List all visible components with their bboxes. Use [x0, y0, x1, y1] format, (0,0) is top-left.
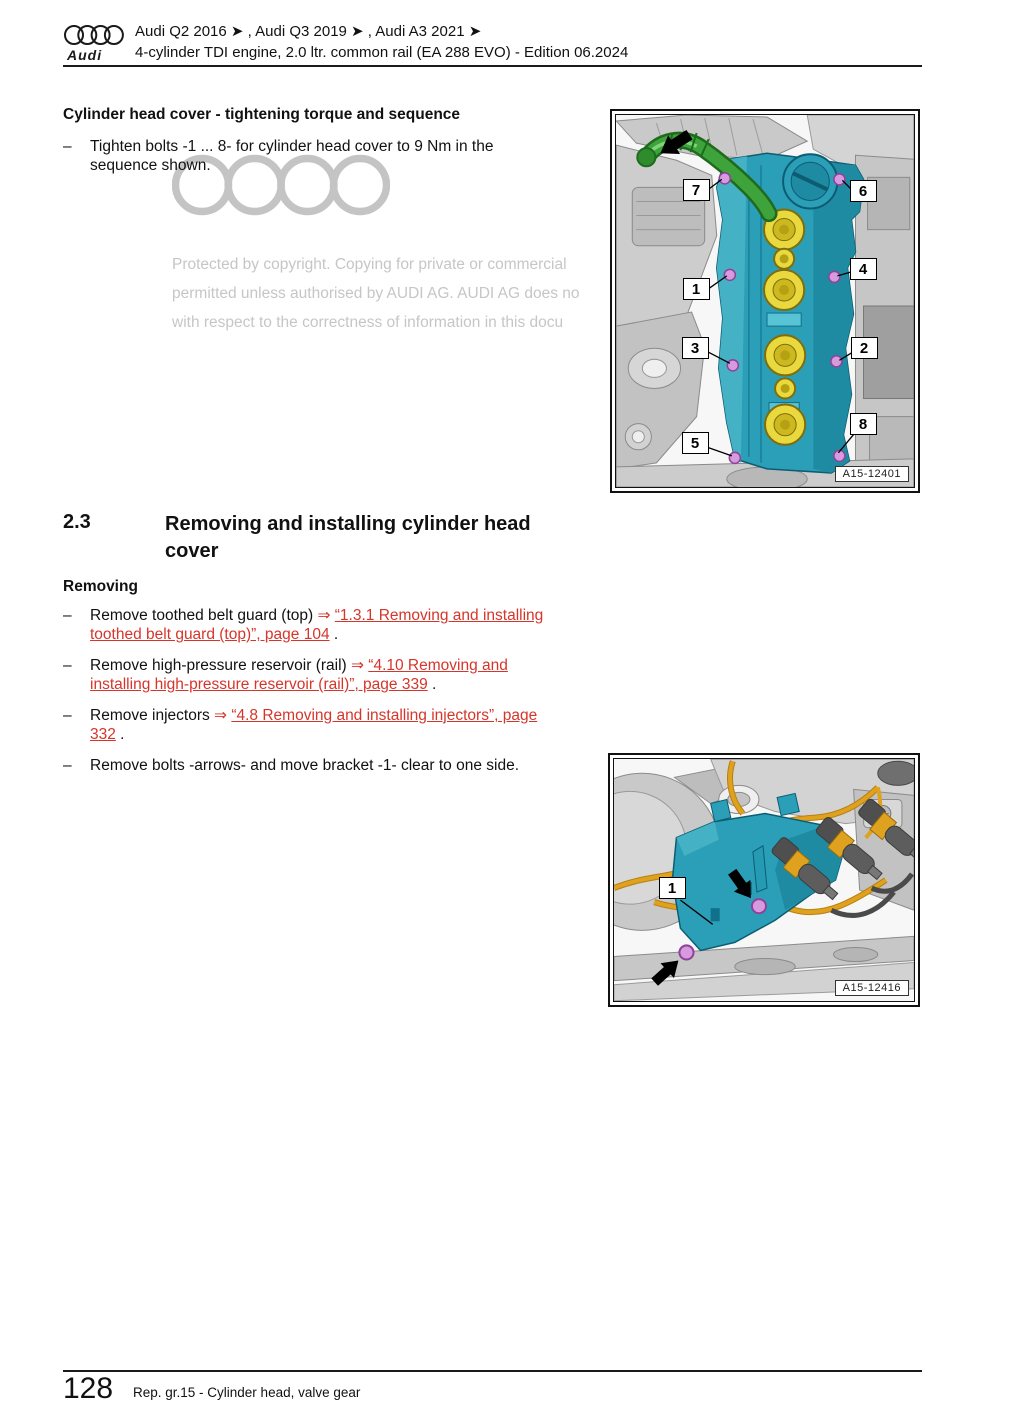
step-pre-text: Remove injectors	[90, 707, 215, 724]
step-remove-bracket-bolts	[63, 756, 563, 792]
callout-2: 2	[851, 337, 878, 359]
step-remove-injectors	[63, 706, 563, 744]
list-dash: –	[63, 607, 72, 624]
callout-3: 3	[682, 337, 709, 359]
ref-arrow-icon: ⇒	[317, 607, 335, 624]
removing-subheading: Removing	[63, 578, 138, 595]
step-post-text: .	[427, 676, 437, 693]
list-dash: –	[63, 707, 72, 724]
step-post-text: .	[115, 726, 125, 743]
header-text	[135, 21, 628, 63]
link-toothed-belt-guard[interactable]: “1.3.1 Removing and installing toothed belt guard (top)”, page 104	[90, 607, 544, 643]
step-pre-text: Remove toothed belt guard (top)	[90, 607, 318, 624]
page-number: 128	[63, 1372, 114, 1405]
ref-arrow-icon: ⇒	[351, 657, 369, 674]
header-engine-line: 4-cylinder TDI engine, 2.0 ltr. common rail (EA 288 EVO) - Edition 06.2024	[135, 44, 629, 61]
torque-step-text: Tighten bolts -1 ... 8- for cylinder head cover to 9 Nm in the sequence shown.	[90, 138, 494, 174]
callout-6: 6	[850, 180, 877, 202]
removal-steps-list	[63, 606, 563, 804]
callout-1: 1	[683, 278, 710, 300]
figure-label: A15-12401	[835, 466, 909, 482]
audi-rings-icon	[64, 24, 124, 46]
callout-8: 8	[850, 413, 877, 435]
step-text	[90, 656, 563, 694]
callout-1: 1	[659, 877, 686, 899]
link-injectors[interactable]: “4.8 Removing and installing injectors”, page 332	[90, 707, 538, 743]
step-text	[90, 706, 563, 744]
header-rule	[63, 65, 922, 67]
list-dash: –	[63, 757, 72, 774]
callout-7: 7	[683, 179, 710, 201]
audi-wordmark: Audi	[67, 47, 103, 63]
watermark-line: Protected by copyright. Copying for private or commercial	[172, 256, 567, 273]
audi-logo	[64, 24, 124, 63]
callout-5: 5	[682, 432, 709, 454]
figure-bracket-removal	[608, 753, 920, 1007]
callout-4: 4	[850, 258, 877, 280]
section-number: 2.3	[63, 511, 91, 533]
step-post-text: .	[329, 626, 339, 643]
torque-step	[63, 137, 549, 175]
watermark-line: with respect to the correctness of information in this docu	[172, 314, 564, 331]
step-text: Remove bolts -arrows- and move bracket -1- clear to one side.	[90, 757, 520, 774]
torque-section-heading: Cylinder head cover - tightening torque and sequence	[63, 106, 461, 123]
ref-arrow-icon: ⇒	[214, 707, 232, 724]
step-pre-text: Remove high-pressure reservoir (rail)	[90, 657, 351, 674]
step-text	[90, 606, 563, 644]
step-remove-toothed-belt-guard	[63, 606, 563, 644]
footer-rule	[63, 1370, 922, 1372]
header-models-line: Audi Q2 2016 ➤ , Audi Q3 2019 ➤ , Audi A3 2021 ➤	[135, 23, 482, 40]
copyright-watermark	[172, 250, 616, 337]
list-dash: –	[63, 138, 72, 155]
figure-cylinder-head-cover-torque-sequence	[610, 109, 920, 493]
chapter-reference: Rep. gr.15 - Cylinder head, valve gear	[133, 1385, 361, 1400]
section-title: Removing and installing cylinder head cover	[165, 513, 531, 562]
list-dash: –	[63, 657, 72, 674]
figure-label: A15-12416	[835, 980, 909, 996]
link-high-pressure-reservoir[interactable]: “4.10 Removing and installing high-pressure reservoir (rail)”, page 339	[90, 657, 508, 693]
step-remove-high-pressure-reservoir	[63, 656, 563, 694]
watermark-line: permitted unless authorised by AUDI AG. AUDI AG does no	[172, 285, 580, 302]
